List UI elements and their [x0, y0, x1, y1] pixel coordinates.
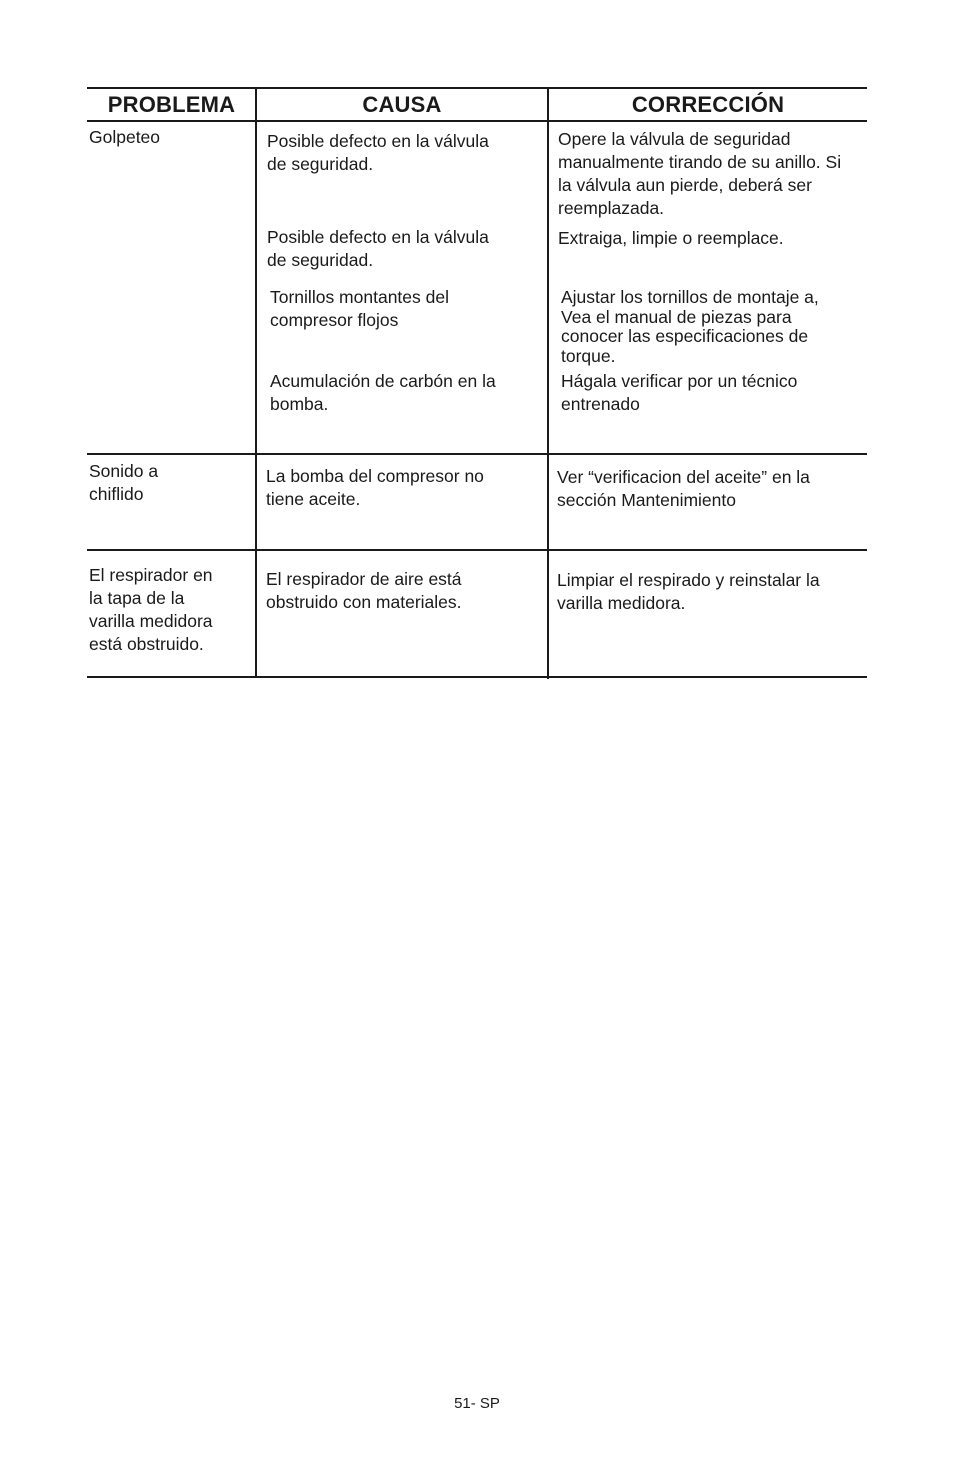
- row-2-correction: Ver “verificacion del aceite” en la sección Mantenimiento: [557, 467, 810, 510]
- header-correction: CORRECCIÓN: [631, 92, 785, 117]
- header-problem: PROBLEMA: [107, 92, 236, 117]
- row-1-problem: Golpeteo: [89, 127, 161, 147]
- row-1-cause-4: Acumulación de carbón en la bomba.: [270, 371, 496, 414]
- header-bottom-rule: [87, 120, 867, 122]
- row-1-cause-2: Posible defecto en la válvula de seguridad.: [267, 227, 489, 270]
- column-divider-2: [547, 89, 549, 679]
- row-3-correction: Limpiar el respirado y reinstalar la varilla medidora.: [557, 570, 820, 613]
- page-number: 51- SP: [454, 1395, 500, 1412]
- row-1-correction-3: Ajustar los tornillos de montaje a, Vea el manual de piezas para conocer las especificaciones de torque.: [561, 287, 819, 366]
- row-divider-1: [87, 453, 867, 455]
- row-1-cause-3: Tornillos montantes del compresor flojos: [270, 287, 449, 330]
- troubleshooting-table: [0, 0, 954, 700]
- header-cause: CAUSA: [362, 92, 442, 117]
- column-divider-1: [255, 89, 257, 678]
- row-2-cause: La bomba del compresor no tiene aceite.: [266, 466, 484, 509]
- row-3-problem: El respirador en la tapa de la varilla medidora está obstruido.: [89, 565, 213, 654]
- row-1-cause-1: Posible defecto en la válvula de seguridad.: [267, 131, 489, 174]
- row-1-correction-4: Hágala verificar por un técnico entrenado: [561, 371, 798, 414]
- table-bottom-rule: [87, 676, 867, 678]
- table-top-rule: [87, 87, 867, 89]
- row-divider-2: [87, 549, 867, 551]
- row-1-correction-2: Extraiga, limpie o reemplace.: [558, 228, 784, 248]
- row-2-problem: Sonido a chiflido: [89, 461, 159, 504]
- row-1-correction-1: Opere la válvula de seguridad manualmente tirando de su anillo. Si la válvula aun pierde, deberá ser reemplazada.: [558, 129, 842, 218]
- row-3-cause: El respirador de aire está obstruido con materiales.: [266, 569, 462, 612]
